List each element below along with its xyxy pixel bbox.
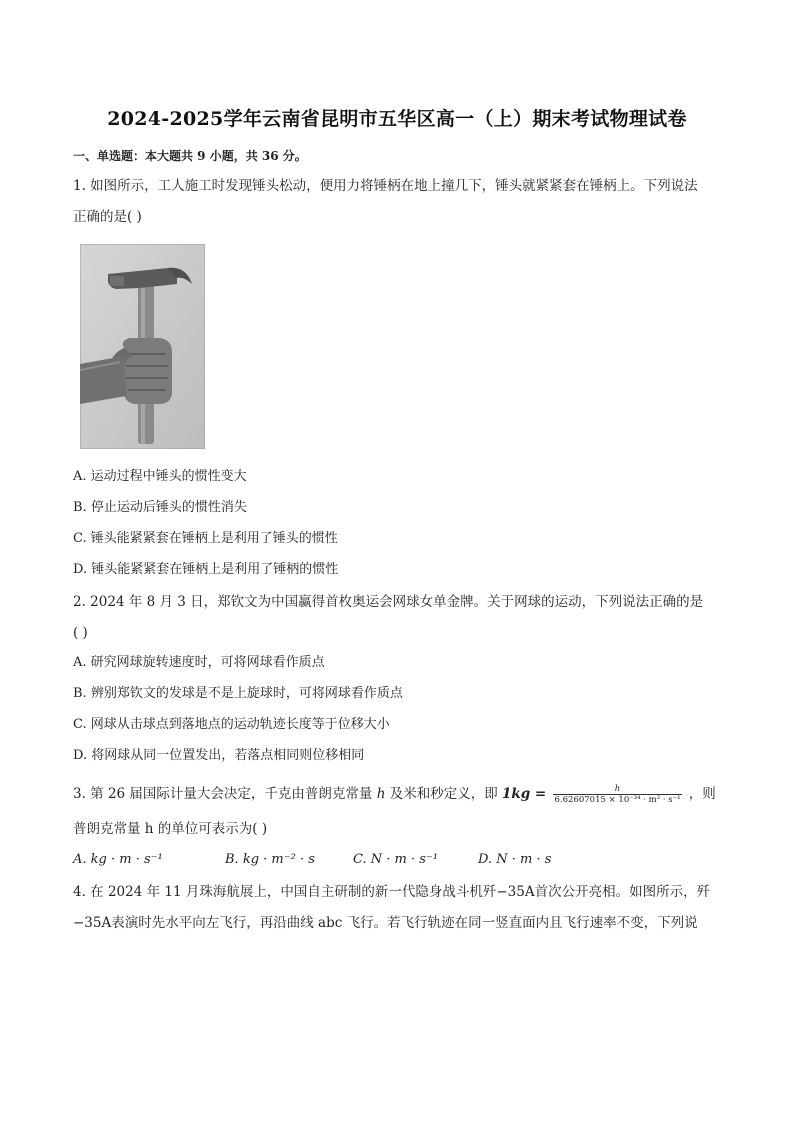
question-3-stem-line-1 xyxy=(73,784,716,805)
hammer-in-hand-photo xyxy=(80,244,205,449)
question-3-fraction-denominator: 6.62607015 × 10⁻³⁴ · m² · s⁻¹ xyxy=(554,795,681,805)
question-1-option-a: A. 运动过程中锤头的惯性变大 xyxy=(73,469,247,484)
question-3-option-d: D. N · m · s xyxy=(478,852,552,867)
question-2-stem-line-2: ( ) xyxy=(73,625,88,641)
question-3-text-a: 3. 第 26 届国际计量大会决定，千克由普朗克常量 xyxy=(73,786,373,802)
page-title: 2024-2025学年云南省昆明市五华区高一（上）期末考试物理试卷 xyxy=(107,108,687,130)
question-3-option-b: B. kg · m⁻² · s xyxy=(225,852,315,867)
question-1-option-b: B. 停止运动后锤头的惯性消失 xyxy=(73,500,247,515)
question-3-stem-line-2: 普朗克常量 h 的单位可表示为( ) xyxy=(73,821,268,837)
question-2-stem-line-1: 2. 2024 年 8 月 3 日，郑钦文为中国赢得首枚奥运会网球女单金牌。关于网球的运动，下列说法正确的是 xyxy=(73,594,704,610)
question-1-stem-line-1: 1. 如图所示，工人施工时发现锤头松动，便用力将锤柄在地上撞几下，锤头就紧紧套在锤柄上。下列说法 xyxy=(73,178,698,194)
question-2-option-b: B. 辨别郑钦文的发球是不是上旋球时，可将网球看作质点 xyxy=(73,686,403,701)
question-1-stem-line-2: 正确的是( ) xyxy=(73,209,142,225)
question-2-option-d: D. 将网球从同一位置发出，若落点相同则位移相同 xyxy=(73,748,365,763)
question-3-text-b: 及米和秒定义，即 xyxy=(389,786,498,802)
question-3-fraction xyxy=(553,784,683,805)
question-1-option-d: D. 锤头能紧紧套在锤柄上是利用了锤柄的惯性 xyxy=(73,562,339,577)
question-4-stem-line-1: 4. 在 2024 年 11 月珠海航展上，中国自主研制的新一代隐身战斗机歼−35A首次公开亮相。如图所示，歼 xyxy=(73,884,711,900)
question-2-option-c: C. 网球从击球点到落地点的运动轨迹长度等于位移大小 xyxy=(73,717,390,732)
question-3-options-row xyxy=(73,850,733,870)
question-3-planck-symbol: h xyxy=(376,786,386,802)
question-3-fraction-numerator: h xyxy=(614,784,621,794)
question-4-stem-line-2: −35A表演时先水平向左飞行，再沿曲线 abc 飞行。若飞行轨迹在同一竖直面内且飞行速率不变，下列说 xyxy=(73,915,698,931)
question-1-option-c: C. 锤头能紧紧套在锤柄上是利用了锤头的惯性 xyxy=(73,531,338,546)
question-2-option-a: A. 研究网球旋转速度时，可将网球看作质点 xyxy=(73,655,325,670)
question-3-equation-lhs: 1kg = xyxy=(502,786,547,802)
question-3-text-c: ，则 xyxy=(688,786,716,802)
question-3-option-a: A. kg · m · s⁻¹ xyxy=(73,852,163,867)
section-heading: 一、单选题：本大题共 9 小题，共 36 分。 xyxy=(73,149,307,163)
question-3-option-c: C. N · m · s⁻¹ xyxy=(353,852,438,867)
